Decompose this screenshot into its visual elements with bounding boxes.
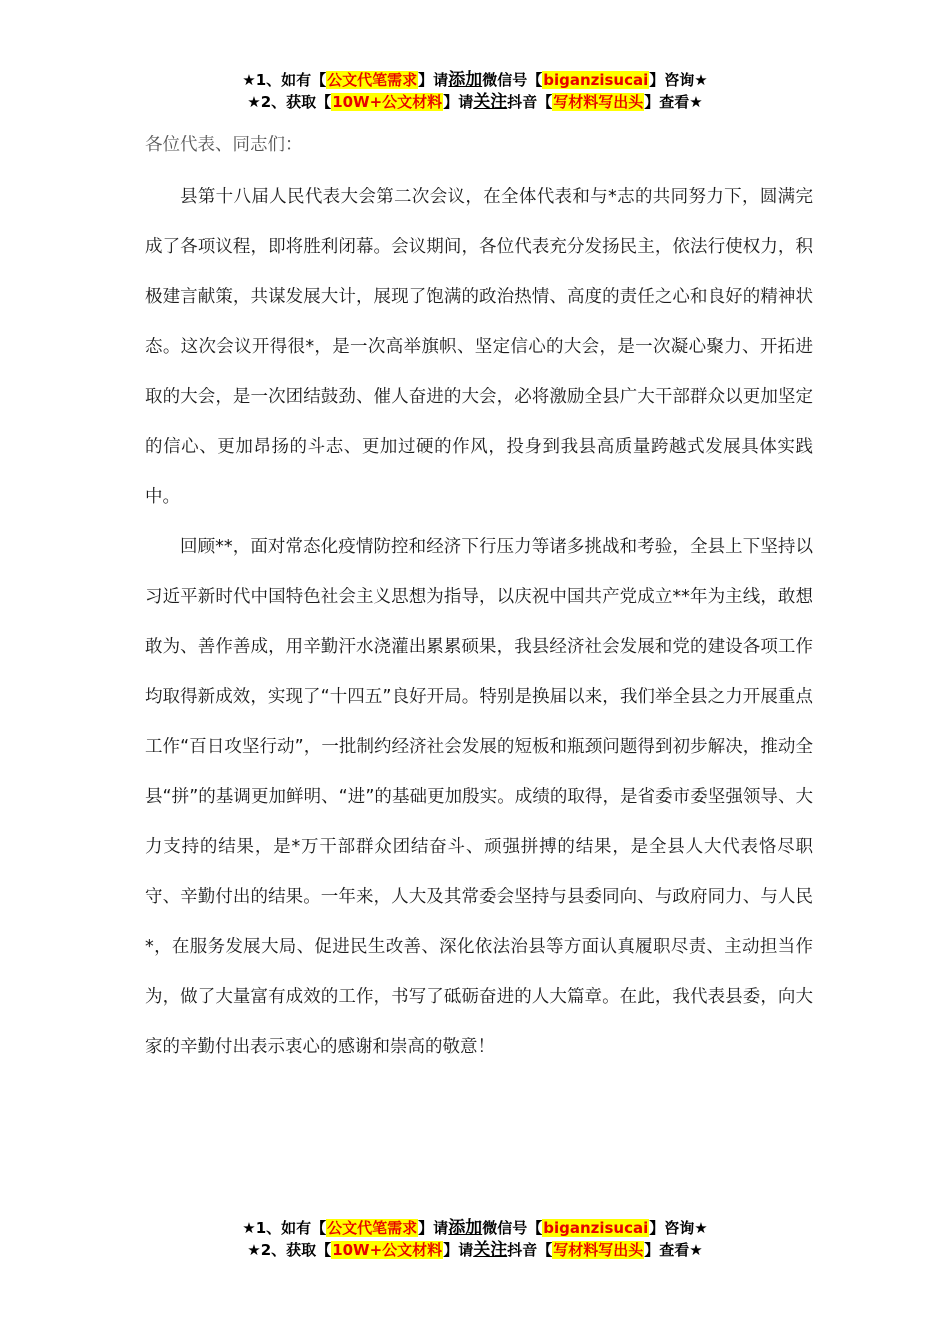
banner-emphasis: 关注 [473, 1240, 508, 1260]
salutation: 各位代表、同志们： [145, 135, 303, 155]
document-body [145, 127, 813, 1072]
paragraph-1: 县第十八届人民代表大会第二次会议，在全体代表和与*志的共同努力下，圆满完成了各项议程，即将胜利闭幕。会议期间，各位代表充分发扬民主，依法行使权力，积极建言献策，共谋发展大计，展现了饱满的政治热情、高度的责任之心和良好的精神状态。这次会议开得很*，是一次高举旗帜、坚定信心的大会，是一次凝心聚力、开拓进取的大会，是一次团结鼓劲、催人奋进的大会，必将激励全县广大干部群众以更加坚定的信心、更加昂扬的斗志、更加过硬的作风，投身到我县高质量跨越式发展具体实践中。 [145, 187, 813, 507]
banner-text: 】咨询★ [649, 71, 708, 89]
banner-highlight: biganzisucai [543, 1219, 649, 1237]
banner-text: 抖音【 [507, 93, 553, 111]
banner-text: ★1、如有【 [242, 71, 327, 89]
banner-emphasis: 添加 [448, 70, 483, 90]
banner-text: 】请 [418, 71, 449, 89]
banner-highlight: 写材料写出头 [553, 93, 644, 111]
paragraph-2: 回顾**，面对常态化疫情防控和经济下行压力等诸多挑战和考验，全县上下坚持以习近平新时代中国特色社会主义思想为指导，以庆祝中国共产党成立**年为主线，敢想敢为、善作善成，用辛勤汗水浇灌出累累硕果，我县经济社会发展和党的建设各项工作均取得新成效，实现了“十四五”良好开局。特别是换届以来，我们举全县之力开展重点工作“百日攻坚行动”，一批制约经济社会发展的短板和瓶颈问题得到初步解决，推动全县“拼”的基调更加鲜明、“进”的基础更加殷实。成绩的取得，是省委市委坚强领导、大力支持的结果，是*万干部群众团结奋斗、顽强拼搏的结果，是全县人大代表恪尽职守、辛勤付出的结果。一年来，人大及其常委会坚持与县委同向、与政府同力、与人民*，在服务发展大局、促进民生改善、深化依法治县等方面认真履职尽责、主动担当作为，做了大量富有成效的工作，书写了砥砺奋进的人大篇章。在此，我代表县委，向大家的辛勤付出表示衷心的感谢和崇高的敬意！ [145, 537, 813, 1057]
banner-text: ★2、获取【 [247, 1241, 332, 1259]
banner-highlight: 公文代笔需求 [327, 1219, 418, 1237]
banner-text: 】咨询★ [649, 1219, 708, 1237]
banner-text: 】请 [418, 1219, 449, 1237]
banner-text: 】查看★ [644, 93, 703, 111]
banner-highlight: 10W+公文材料 [332, 1241, 443, 1259]
banner-emphasis: 关注 [473, 92, 508, 112]
banner-text: ★2、获取【 [247, 93, 332, 111]
banner-highlight: 10W+公文材料 [332, 93, 443, 111]
header-banner [0, 69, 950, 113]
banner-line-1 [0, 1217, 950, 1239]
banner-emphasis: 添加 [448, 1218, 483, 1238]
banner-text: 】请 [443, 1241, 474, 1259]
banner-highlight: 公文代笔需求 [327, 71, 418, 89]
banner-line-2 [0, 1239, 950, 1261]
banner-text: ★1、如有【 [242, 1219, 327, 1237]
footer-banner [0, 1217, 950, 1261]
banner-highlight: biganzisucai [543, 71, 649, 89]
banner-text: 微信号【 [482, 1219, 543, 1237]
banner-line-1 [0, 69, 950, 91]
banner-text: 】查看★ [644, 1241, 703, 1259]
banner-line-2 [0, 91, 950, 113]
banner-text: 】请 [443, 93, 474, 111]
banner-text: 抖音【 [507, 1241, 553, 1259]
banner-text: 微信号【 [482, 71, 543, 89]
banner-highlight: 写材料写出头 [553, 1241, 644, 1259]
